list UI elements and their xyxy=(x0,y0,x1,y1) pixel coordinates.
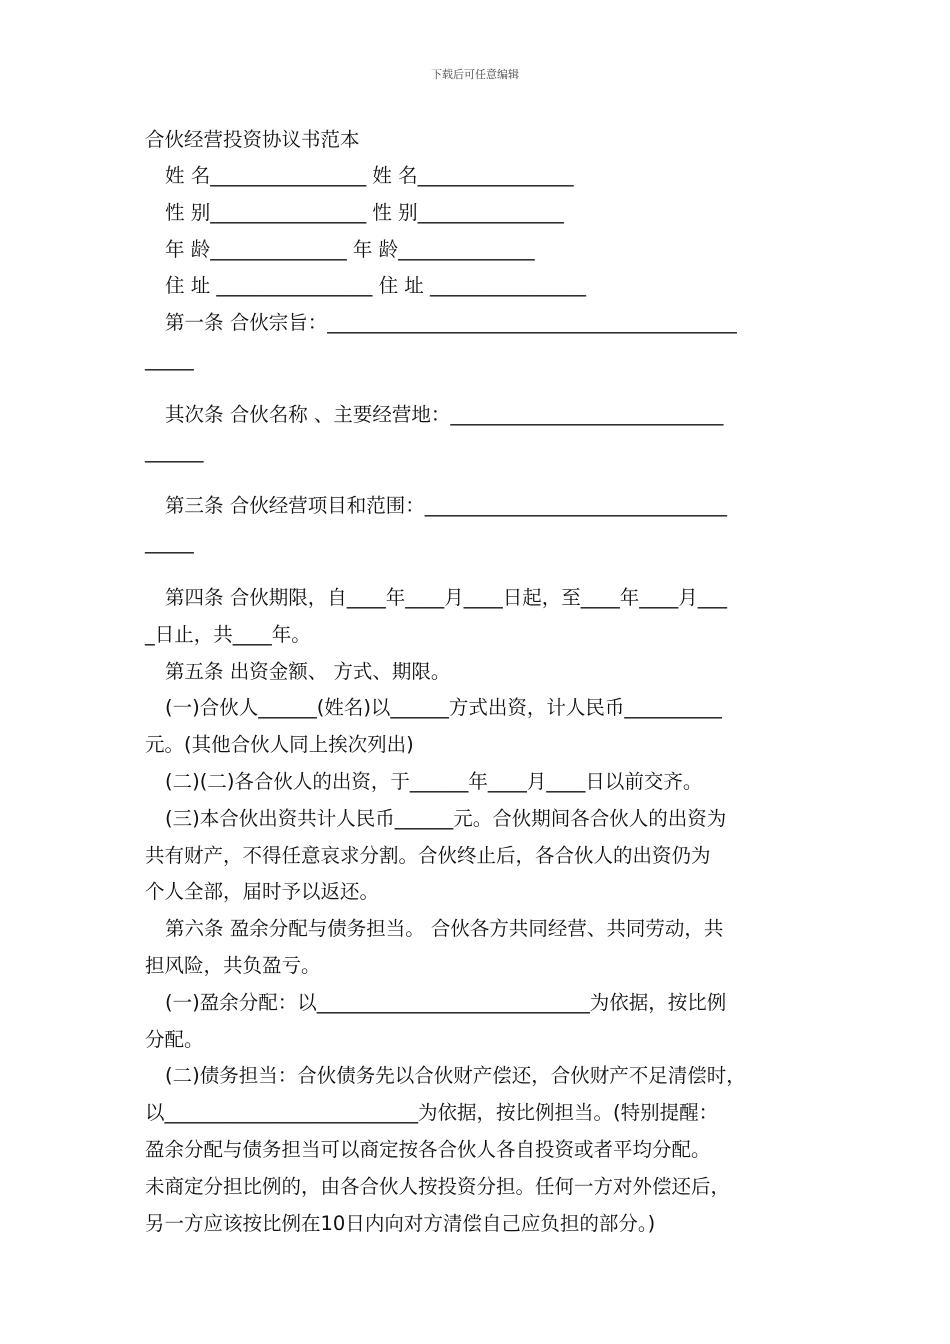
name-line: 姓 名________________ 姓 名________________ xyxy=(165,164,574,187)
article-6-item-2-continuation: 未商定分担比例的，由各合伙人按投资分担。任何一方对外偿还后， xyxy=(145,1174,731,1198)
article-6-heading: 第六条 盈余分配与债务担当。 合伙各方共同经营、共同劳动，共 xyxy=(165,917,724,941)
article-5-heading: 第五条 出资金额、 方式、期限。 xyxy=(165,659,451,683)
age-line: 年 龄______________ 年 龄______________ xyxy=(165,237,535,261)
article-4-continuation: _日止，共____年。 xyxy=(145,622,311,646)
article-2-line: 其次条 合伙名称 、主要经营地：____________________________ xyxy=(165,402,724,426)
article-3-line: 第三条 合伙经营项目和范围：_______________________________ xyxy=(165,494,727,518)
article-5-item-1: (一)合伙人______(姓名)以______方式出资，计人民币__________ xyxy=(165,696,722,720)
article-3-continuation: _____ xyxy=(145,531,194,555)
article-6-item-2: (二)债务担当：合伙债务先以合伙财产偿还，合伙财产不足清偿时， xyxy=(165,1064,746,1088)
article-5-item-3: (三)本合伙出资共计人民币______元。合伙期间各合伙人的出资为 xyxy=(165,806,727,830)
article-6-item-2-continuation: 以__________________________为依据，按比例担当。(特别提醒： xyxy=(145,1101,719,1125)
article-5-item-3-continuation: 个人全部，届时予以返还。 xyxy=(145,880,380,904)
article-6-item-1: (一)盈余分配：以____________________________为依据，按比例 xyxy=(165,990,727,1014)
article-6-heading-continuation: 担风险，共负盈亏。 xyxy=(145,953,321,977)
article-5-item-1-continuation: 元。(其他合伙人同上挨次列出) xyxy=(145,733,414,757)
gender-line: 性 别________________ 性 别_______________ xyxy=(165,200,564,224)
address-line: 住 址 ________________ 住 址 ________________ xyxy=(165,274,586,298)
document-body xyxy=(145,122,810,1242)
article-6-item-2-continuation: 盈余分配与债务担当可以商定按各合伙人各自投资或者平均分配。 xyxy=(145,1137,711,1161)
article-1-continuation: _____ xyxy=(145,347,194,371)
article-4-line: 第四条 合伙期限，自____年____月____日起，至____年____月___ xyxy=(165,585,727,609)
article-6-item-2-continuation: 另一方应该按比例在10日内向对方清偿自己应负担的部分。) xyxy=(145,1211,656,1235)
article-6-item-1-continuation: 分配。 xyxy=(145,1027,204,1051)
document-title: 合伙经营投资协议书范本 xyxy=(145,128,360,151)
article-5-item-2: (二)(二)各合伙人的出资，于______年____月____日以前交齐。 xyxy=(165,769,703,793)
article-2-continuation: ______ xyxy=(145,439,204,463)
article-1-line: 第一条 合伙宗旨：__________________________________________ xyxy=(165,311,737,335)
article-5-item-3-continuation: 共有财产，不得任意哀求分割。合伙终止后，各合伙人的出资仍为 xyxy=(145,843,711,867)
page-header: 下载后可任意编辑 xyxy=(431,68,519,81)
